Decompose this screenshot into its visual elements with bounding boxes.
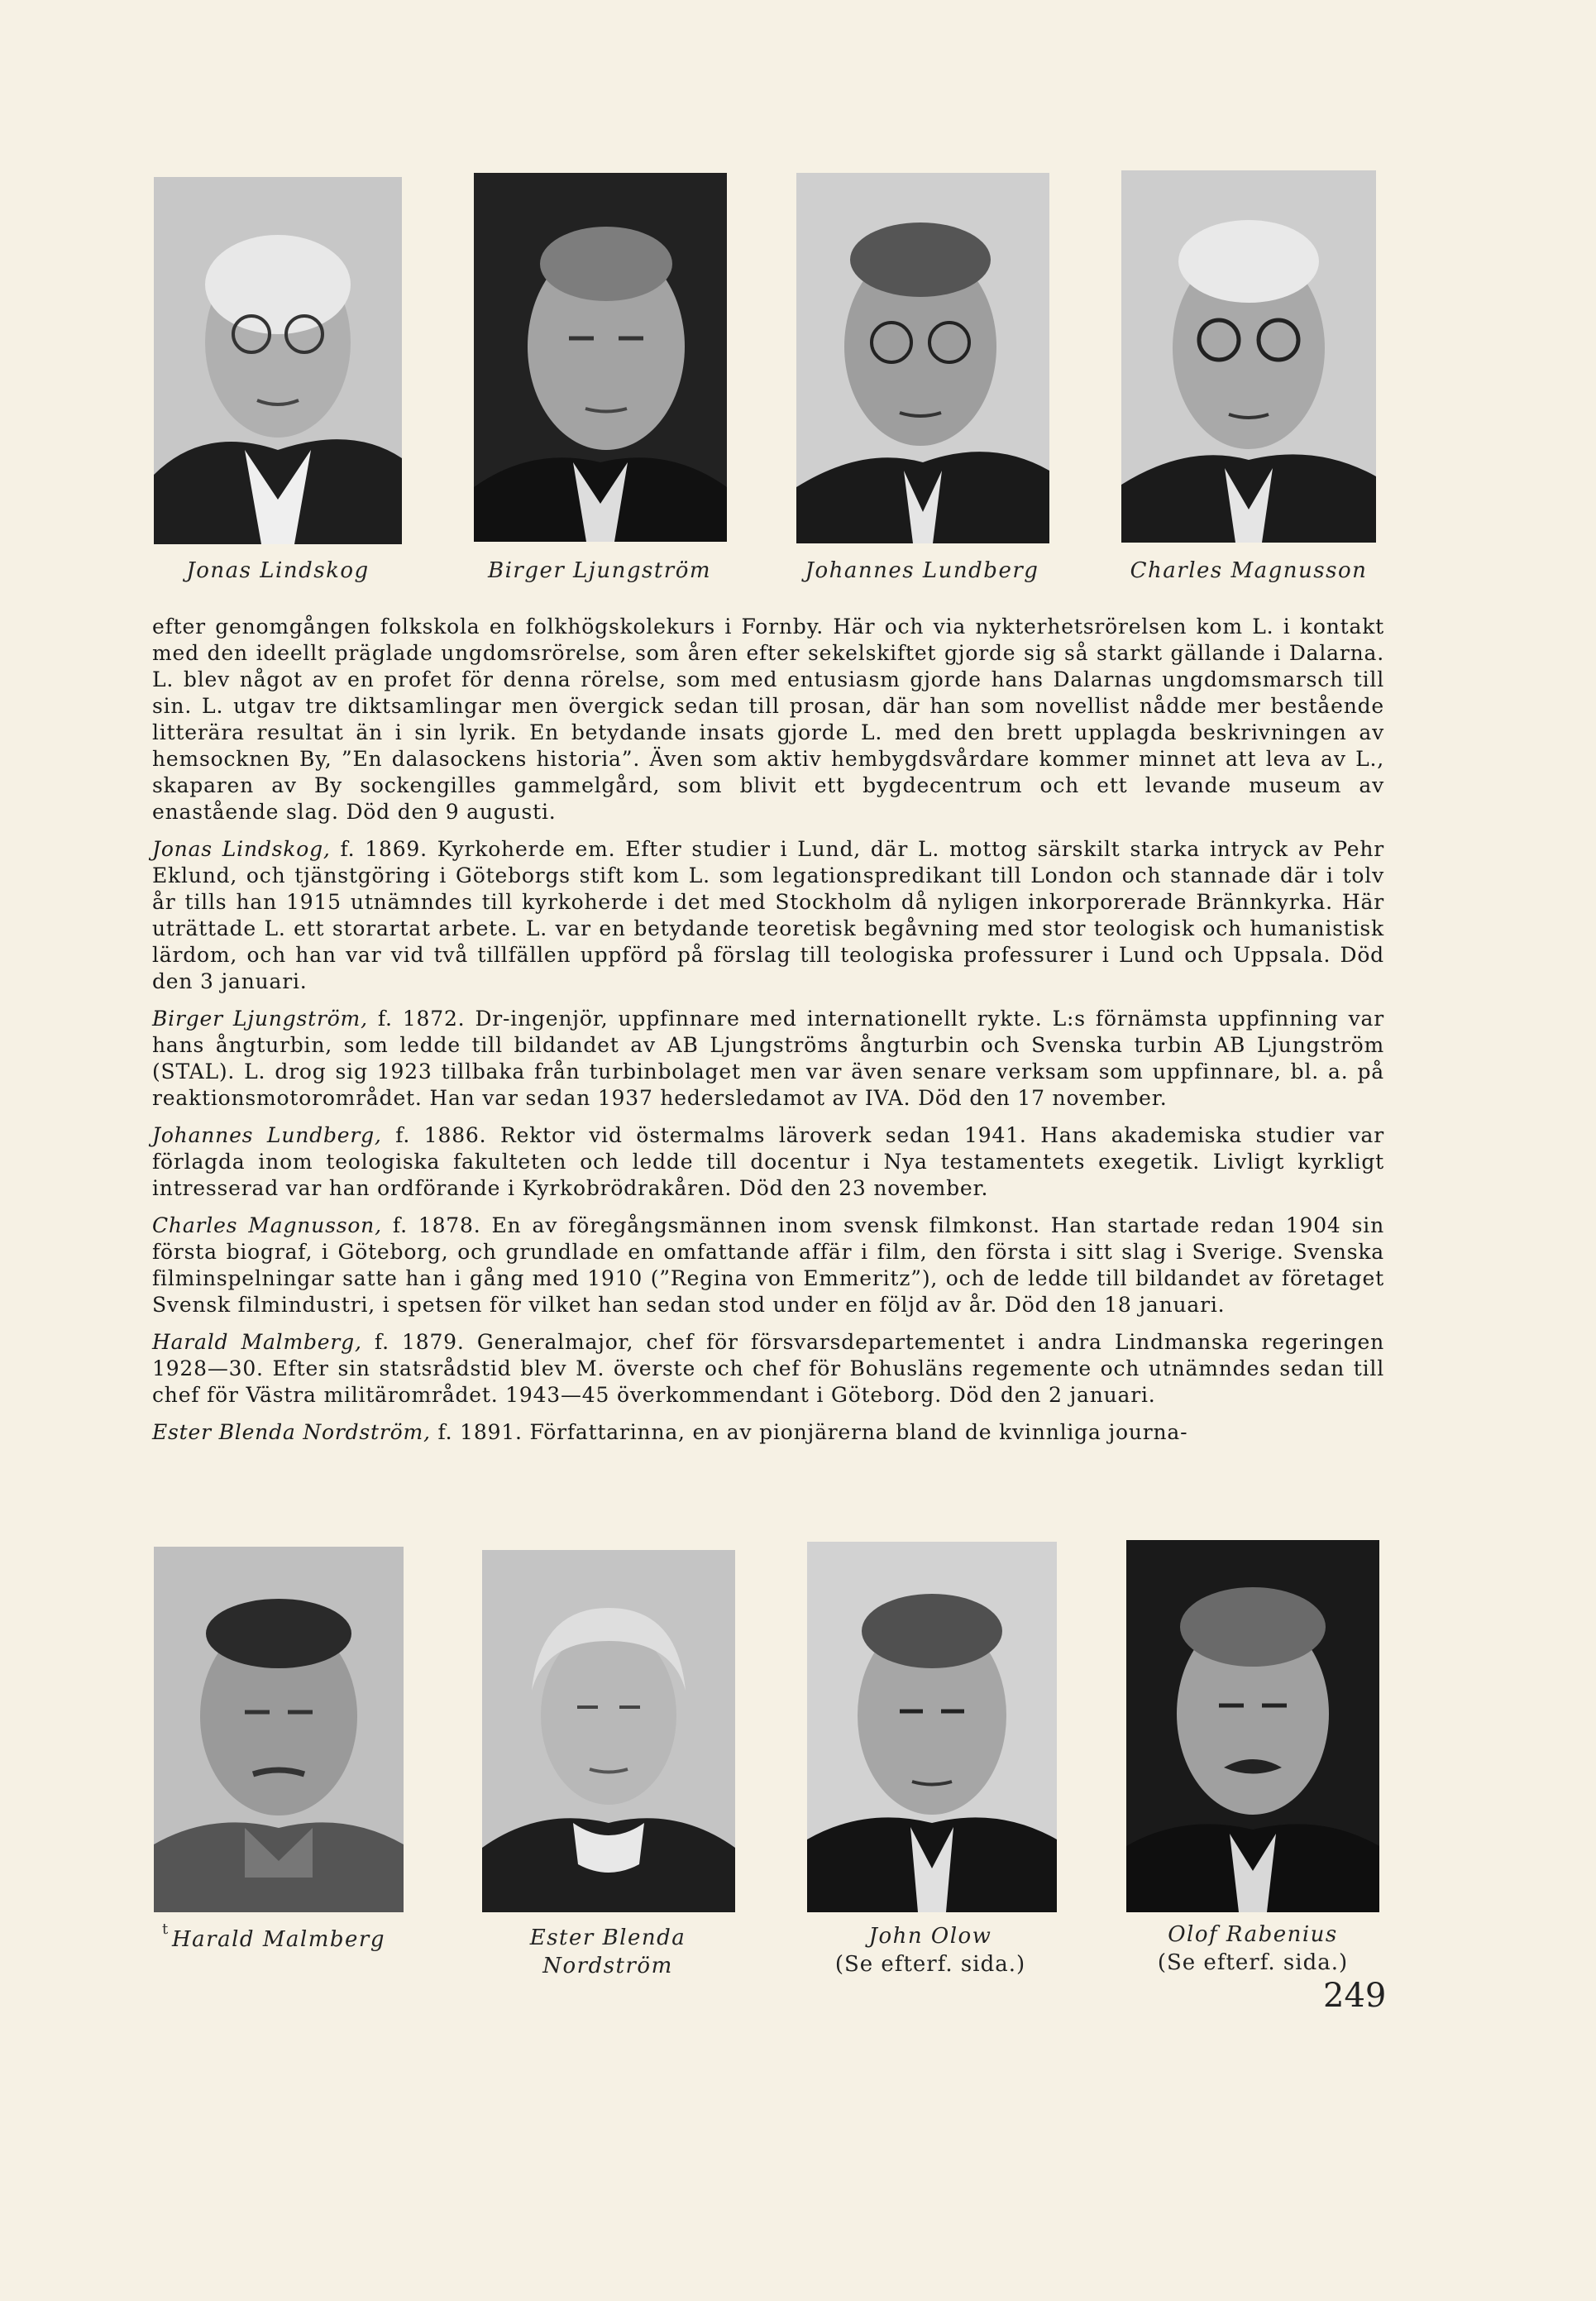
caption-line: Olof Rabenius	[1168, 1922, 1338, 1947]
person-name: Jonas Lindskog,	[152, 837, 331, 861]
portrait-caption: Harald Malmberg	[171, 1927, 386, 1952]
portrait-glasses-icon	[796, 173, 1049, 543]
portrait-caption: Birger Ljungström	[487, 558, 712, 583]
paragraph-text: f. 1891. Författarinna, en av pionjärerna bland de kvinnliga journa-	[430, 1420, 1188, 1444]
article-body	[152, 614, 1384, 1457]
portrait-photo	[796, 173, 1049, 543]
caption-line: Nordström	[542, 1954, 673, 1978]
paragraph	[152, 1122, 1384, 1202]
portrait-photo	[1126, 1540, 1379, 1912]
portrait-uniform-icon	[154, 1547, 404, 1912]
person-name: Ester Blenda Nordström,	[152, 1420, 431, 1444]
portrait-photo	[154, 1547, 404, 1912]
portrait-moustache-icon	[1126, 1540, 1379, 1912]
portrait-caption: Jonas Lindskog	[186, 558, 370, 583]
portrait-caption: Charles Magnusson	[1130, 558, 1368, 583]
margin-mark: t	[162, 1921, 169, 1938]
paragraph	[152, 1329, 1384, 1409]
portrait-caption	[794, 1922, 1067, 1978]
person-name: Birger Ljungström,	[152, 1007, 368, 1031]
paragraph	[152, 1213, 1384, 1318]
portrait-photo	[482, 1550, 735, 1912]
portrait-photo	[1121, 170, 1376, 543]
portrait-photo	[154, 177, 402, 544]
portrait-icon	[807, 1542, 1057, 1912]
paragraph-text: f. 1879. Generalmajor, chef för försvarsdepartementet i andra Lindmanska regeringen 1928—30. Efter sin statsrådstid blev M. överste och chef för Bohusläns regemente och utnämndes sedan till chef för Västra militärområdet. 1943—45 överkommendant i Göteborg. Död den 2 januari.	[152, 1330, 1384, 1407]
paragraph	[152, 1006, 1384, 1112]
portrait-icon	[474, 173, 727, 542]
portrait-photo	[807, 1542, 1057, 1912]
paragraph-text: f. 1872. Dr-ingenjör, uppfinnare med internationellt rykte. L:s förnämsta uppfinning var hans ångturbin, som ledde till bildandet av AB Ljungströms ångturbin och Svenska turbin AB Ljungström (STAL). L. drog sig 1923 tillbaka från turbinbolaget men var även senare verksam som uppfinnare, bl. a. på reaktionsmotorområdet. Han var sedan 1937 hedersledamot av IVA. Död den 17 november.	[152, 1007, 1384, 1110]
page-number: 249	[1323, 1977, 1387, 2015]
portrait-glasses-icon	[1121, 170, 1376, 543]
paragraph	[152, 614, 1384, 825]
person-name: Johannes Lundberg,	[152, 1123, 382, 1147]
portrait-caption: Johannes Lundberg	[805, 558, 1039, 583]
caption-note: (Se efterf. sida.)	[834, 1952, 1026, 1977]
paragraph-text: f. 1878. En av föregångsmännen inom svensk filmkonst. Han startade redan 1904 sin första biograf, i Göteborg, och grundlade en omfattande affär i film, den första i sitt slag i Sverige. Svenska filminspelningar satte han i gång med 1910 (”Regina von Emmeritz”), och de ledde till bildandet av företaget Svensk filmindustri, i spetsen för vilket han sedan stod under en följd av år. Död den 18 januari.	[152, 1213, 1384, 1317]
caption-line: John Olow	[868, 1924, 992, 1949]
portrait-woman-icon	[482, 1550, 735, 1912]
person-name: Harald Malmberg,	[152, 1330, 362, 1354]
caption-line: Ester Blenda	[529, 1925, 686, 1950]
portrait-photo	[474, 173, 727, 542]
caption-note: (Se efterf. sida.)	[1157, 1950, 1349, 1975]
person-name: Charles Magnusson,	[152, 1213, 382, 1237]
paragraph	[152, 1419, 1384, 1446]
paragraph-text: f. 1869. Kyrkoherde em. Efter studier i Lund, där L. mottog särskilt starka intryck av Pehr Eklund, och tjänstgöring i Göteborgs stift kom L. som legationspredikant till London och stannade där i tolv år tills han 1915 utnämndes till kyrkoherde i det med Stockholm då nyligen inkorporerade Brännkyrka. Här uträttade L. ett storartat arbete. L. var en betydande teoretisk begåvning med stor teologisk och humanistisk lärdom, och han var vid två tillfällen uppförd på förslag till teologiska professurer i Lund och Uppsala. Död den 3 januari.	[152, 837, 1384, 993]
paragraph-text: f. 1886. Rektor vid östermalms läroverk sedan 1941. Hans akademiska studier var förlagda inom teologiska fakulteten och ledde till docentur i Nya testamentets exegetik. Livligt kyrkligt intresserad var han ordförande i Kyrkobrödrakåren. Död den 23 november.	[152, 1123, 1384, 1200]
portrait-glasses-icon	[154, 177, 402, 544]
paragraph-text: efter genomgången folkskola en folkhögskolekurs i Fornby. Här och via nykterhetsrörelsen kom L. i kontakt med den ideellt präglade ungdomsrörelse, som åren efter sekelskiftet gjorde sig så starkt gällande i Dalarna. L. blev något av en profet för denna rörelse, som med entusiasm gjorde hans Dalarnas ungdomsmarsch till sin. L. utgav tre diktsamlingar men övergick sedan till prosan, där han som novellist nådde mer bestående litterära resultat än i sin lyrik. En betydande insats gjorde L. med den brett upplagda beskrivningen av hemsocknen By, ”En dalasockens historia”. Även som aktiv hembygdsvårdare kommer minnet att leva av L., skaparen av By sockengilles gammelgård, som blivit ett bygdecentrum och ett levande museum av enastående slag. Död den 9 augusti.	[152, 615, 1384, 824]
portrait-caption	[471, 1924, 744, 1980]
paragraph	[152, 836, 1384, 995]
portrait-caption	[1112, 1921, 1393, 1977]
